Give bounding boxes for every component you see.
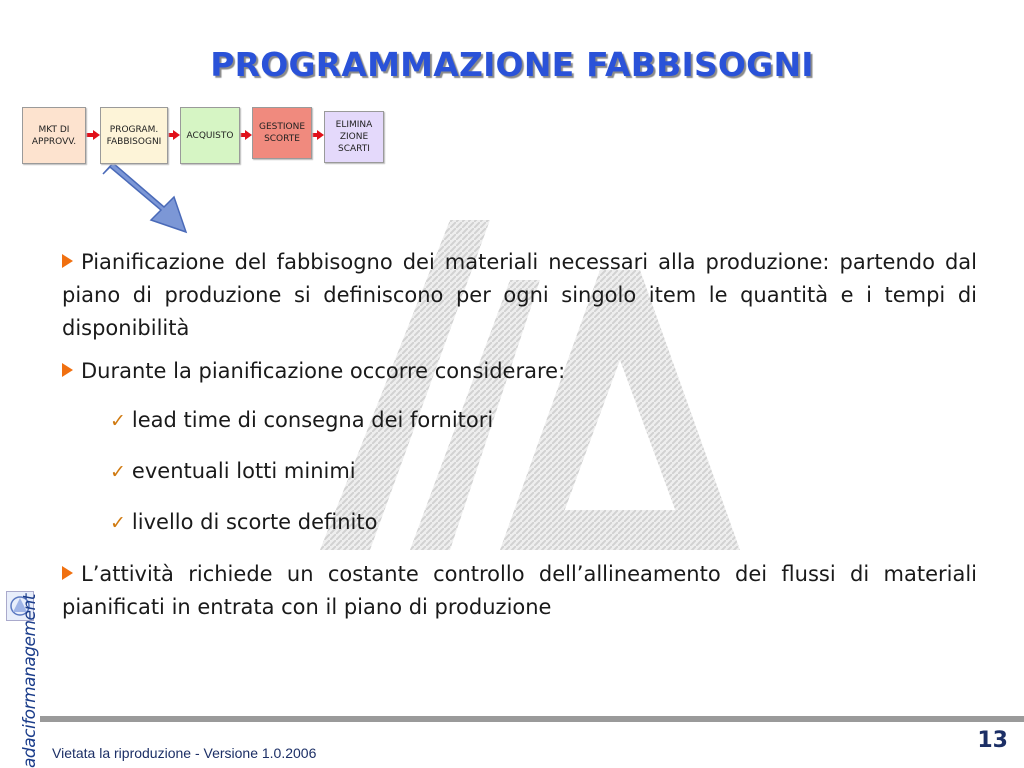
connector-arrow-2	[168, 130, 180, 140]
bullet-item	[62, 558, 977, 624]
down-arrow	[103, 163, 186, 232]
connector-arrow-4	[312, 130, 324, 140]
bullet-item	[62, 246, 977, 345]
check-text: lead time di consegna dei fornitori	[131, 408, 494, 432]
flow-box-acquisto: ACQUISTO	[180, 107, 240, 164]
check-item	[110, 506, 977, 540]
footer-text: Vietata la riproduzione - Versione 1.0.2006	[52, 745, 317, 761]
arrow-bullet-icon	[62, 566, 73, 580]
page-number: 13	[977, 728, 1008, 753]
slide-content	[62, 246, 977, 634]
flow-box-gestione-scorte: GESTIONE SCORTE	[252, 107, 312, 159]
connector-arrow-1	[86, 130, 100, 140]
check-icon: ✓	[110, 461, 126, 483]
arrow-bullet-icon	[62, 363, 73, 377]
bullet-item	[62, 355, 977, 388]
bullet-text: Pianificazione del fabbisogno dei materiali necessari alla produzione: partendo dal piano di produzione si definiscono per ogni singolo item le quantità e i tempi di disponibilità	[62, 250, 977, 340]
sidebar-logo-text: adaciformanagement	[20, 594, 40, 768]
slide-title: PROGRAMMAZIONE FABBISOGNI	[210, 45, 814, 84]
flow-box-mkt-approvv: MKT DI APPROVV.	[22, 107, 86, 164]
check-icon: ✓	[110, 512, 126, 534]
flow-box-eliminazione-scarti: ELIMINA ZIONE SCARTI	[324, 111, 384, 163]
connector-arrow-3	[240, 130, 252, 140]
flow-box-program-fabbisogni: PROGRAM. FABBISOGNI	[100, 107, 168, 164]
footer-divider	[40, 716, 1024, 722]
check-icon: ✓	[110, 410, 126, 432]
check-text: eventuali lotti minimi	[131, 459, 356, 483]
check-item	[110, 455, 977, 489]
bullet-text: Durante la pianificazione occorre considerare:	[81, 359, 566, 383]
check-text: livello di scorte definito	[131, 510, 378, 534]
check-item	[110, 404, 977, 438]
arrow-bullet-icon	[62, 254, 73, 268]
bullet-text: L’attività richiede un costante controllo dell’allineamento dei flussi di materiali pianificati in entrata con il piano di produzione	[62, 562, 977, 619]
